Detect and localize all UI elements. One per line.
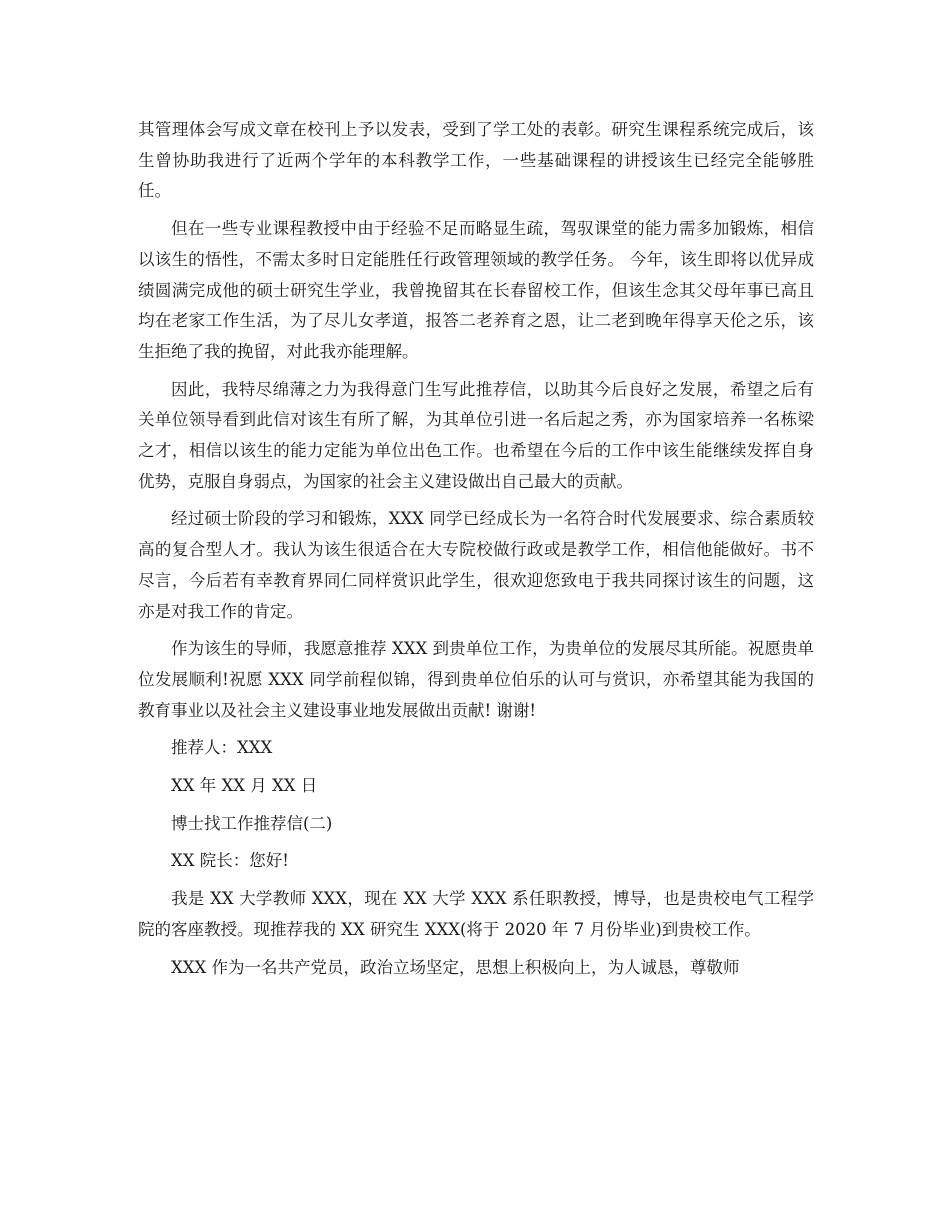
letter-body [138, 115, 814, 983]
paragraph-recommendation-purpose: 因此，我特尽绵薄之力为我得意门生写此推荐信，以助其今后良好之发展，希望之后有关单位领导看到此信对该生有所了解，为其单位引进一名后起之秀，亦为国家培养一名栋梁之才，相信以该生的能力定能为单位出色工作。也希望在今后的工作中该生能继续发挥自身优势，克服自身弱点，为国家的社会主义建设做出自己最大的贡献。 [138, 379, 814, 491]
paragraph-teaching-experience: 但在一些专业课程教授中由于经验不足而略显生疏，驾驭课堂的能力需多加锻炼，相信以该生的悟性，不需太多时日定能胜任行政管理领域的教学任务。 今年，该生即将以优异成绩圆满完成他的硕士研究生学业，我曾挽留其在长春留校工作，但该生念其父母年事已高且均在老家工作生活，为了尽儿女孝道，报答二老养育之恩，让二老到晚年得享天伦之乐，该生拒绝了我的挽留，对此我亦能理解。 [138, 219, 814, 361]
salutation: XX 院长：您好! [171, 851, 289, 871]
paragraph-candidate-character: XXX 作为一名共产党员，政治立场坚定，思想上积极向上，为人诚恳，尊敬师 [171, 957, 740, 977]
paragraph-evaluation: 经过硕士阶段的学习和锻炼，XXX 同学已经成长为一名符合时代发展要求、综合素质较高的复合型人才。我认为该生很适合在大专院校做行政或是教学工作，相信他能做好。书不尽言，今后若有幸教育界同仁同样赏识此学生，很欢迎您致电于我共同探讨该生的问题，这亦是对我工作的肯定。 [138, 509, 814, 621]
second-letter-title: 博士找工作推荐信(二) [171, 813, 333, 833]
recommender-signature: 推荐人：XXX [171, 738, 273, 758]
paragraph-continuation: 其管理体会写成文章在校刊上予以发表，受到了学工处的表彰。研究生课程系统完成后，该生曾协助我进行了近两个学年的本科教学工作，一些基础课程的讲授该生已经完全能够胜任。 [138, 120, 814, 201]
paragraph-closing-wishes: 作为该生的导师，我愿意推荐 XXX 到贵单位工作，为贵单位的发展尽其所能。祝愿贵单位发展顺利!祝愿 XXX 同学前程似锦，得到贵单位伯乐的认可与赏识，亦希望其能为我国的教育事业以及社会主义建设事业地发展做出贡献! 谢谢! [138, 639, 814, 720]
paragraph-introduction: 我是 XX 大学教师 XXX，现在 XX 大学 XXX 系任职教授，博导，也是贵校电气工程学院的客座教授。现推荐我的 XX 研究生 XXX(将于 2020 年 7 月份毕业)到贵校工作。 [138, 889, 814, 939]
letter-date: XX 年 XX 月 XX 日 [171, 776, 318, 796]
